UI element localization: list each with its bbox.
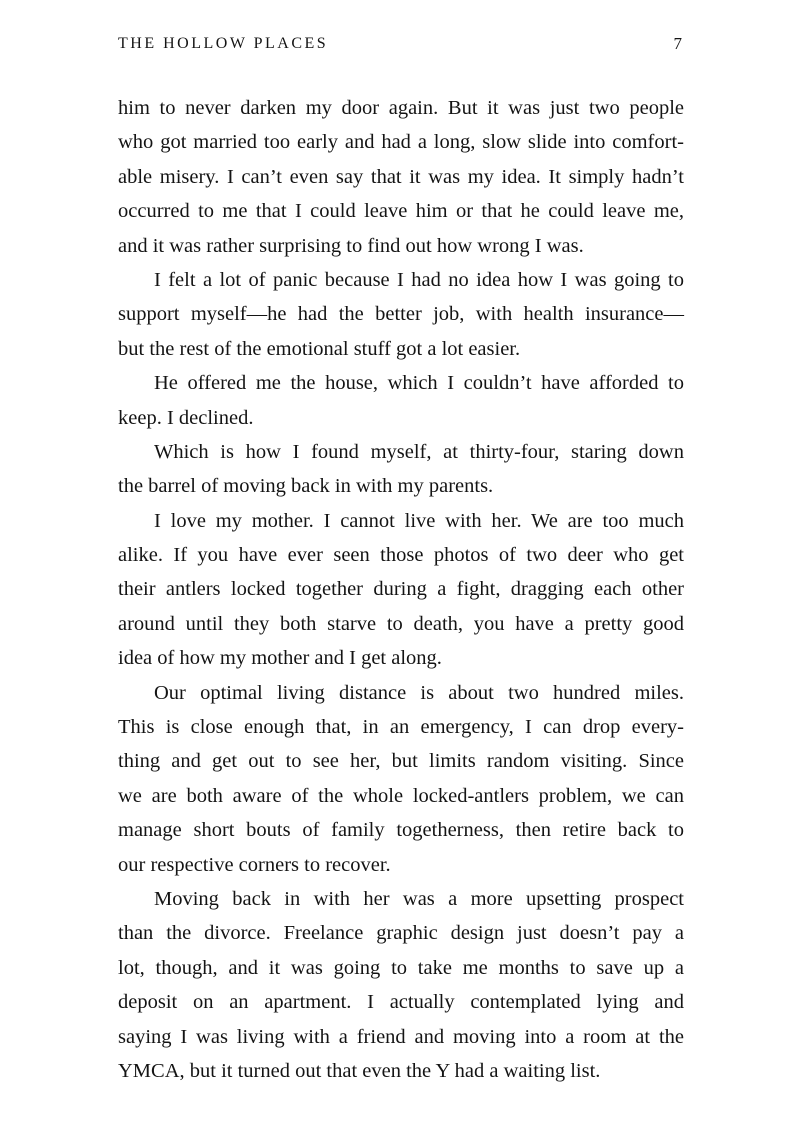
text-line: support myself—he had the better job, with health insurance—	[118, 303, 684, 326]
text-line: thing and get out to see her, but limits random visiting. Since	[118, 750, 684, 773]
page-number: 7	[673, 34, 682, 53]
text-line: deposit on an apartment. I actually contemplated lying and	[118, 991, 684, 1014]
text-line: their antlers locked together during a fight, dragging each other	[118, 578, 684, 601]
running-header	[118, 33, 682, 55]
text-line: and it was rather surprising to find out how wrong I was.	[118, 234, 584, 257]
text-line: He offered me the house, which I couldn’t have afforded to	[154, 372, 684, 395]
text-line: Which is how I found myself, at thirty-four, staring down	[154, 440, 684, 463]
text-line: saying I was living with a friend and moving into a room at the	[118, 1025, 684, 1048]
book-title: THE HOLLOW PLACES	[118, 35, 329, 52]
body-text	[118, 91, 684, 1088]
text-line: alike. If you have ever seen those photos of two deer who get	[118, 544, 684, 567]
text-line: Moving back in with her was a more upsetting prospect	[154, 887, 684, 910]
text-line: who got married too early and had a long, slow slide into comfort-	[118, 131, 684, 154]
text-line: I love my mother. I cannot live with her. We are too much	[154, 509, 684, 532]
text-line: around until they both starve to death, you have a pretty good	[118, 612, 684, 635]
text-line: occurred to me that I could leave him or that he could leave me,	[118, 200, 684, 223]
text-line: I felt a lot of panic because I had no idea how I was going to	[154, 268, 684, 291]
text-line: we are both aware of the whole locked-antlers problem, we can	[118, 784, 684, 807]
text-line: our respective corners to recover.	[118, 853, 391, 876]
text-line: keep. I declined.	[118, 406, 254, 429]
text-line: idea of how my mother and I get along.	[118, 647, 442, 670]
text-line: YMCA, but it turned out that even the Y had a waiting list.	[118, 1059, 601, 1082]
text-line: but the rest of the emotional stuff got a lot easier.	[118, 337, 521, 360]
text-line: able misery. I can’t even say that it was my idea. It simply hadn’t	[118, 165, 684, 188]
text-line: him to never darken my door again. But it was just two people	[118, 97, 684, 119]
text-line: the barrel of moving back in with my parents.	[118, 475, 494, 498]
text-line: Our optimal living distance is about two hundred miles.	[154, 681, 684, 704]
text-line: than the divorce. Freelance graphic design just doesn’t pay a	[118, 922, 684, 945]
text-line: lot, though, and it was going to take me months to save up a	[118, 956, 684, 979]
text-line: This is close enough that, in an emergency, I can drop every-	[118, 716, 684, 739]
text-line: manage short bouts of family togetherness, then retire back to	[118, 819, 684, 842]
